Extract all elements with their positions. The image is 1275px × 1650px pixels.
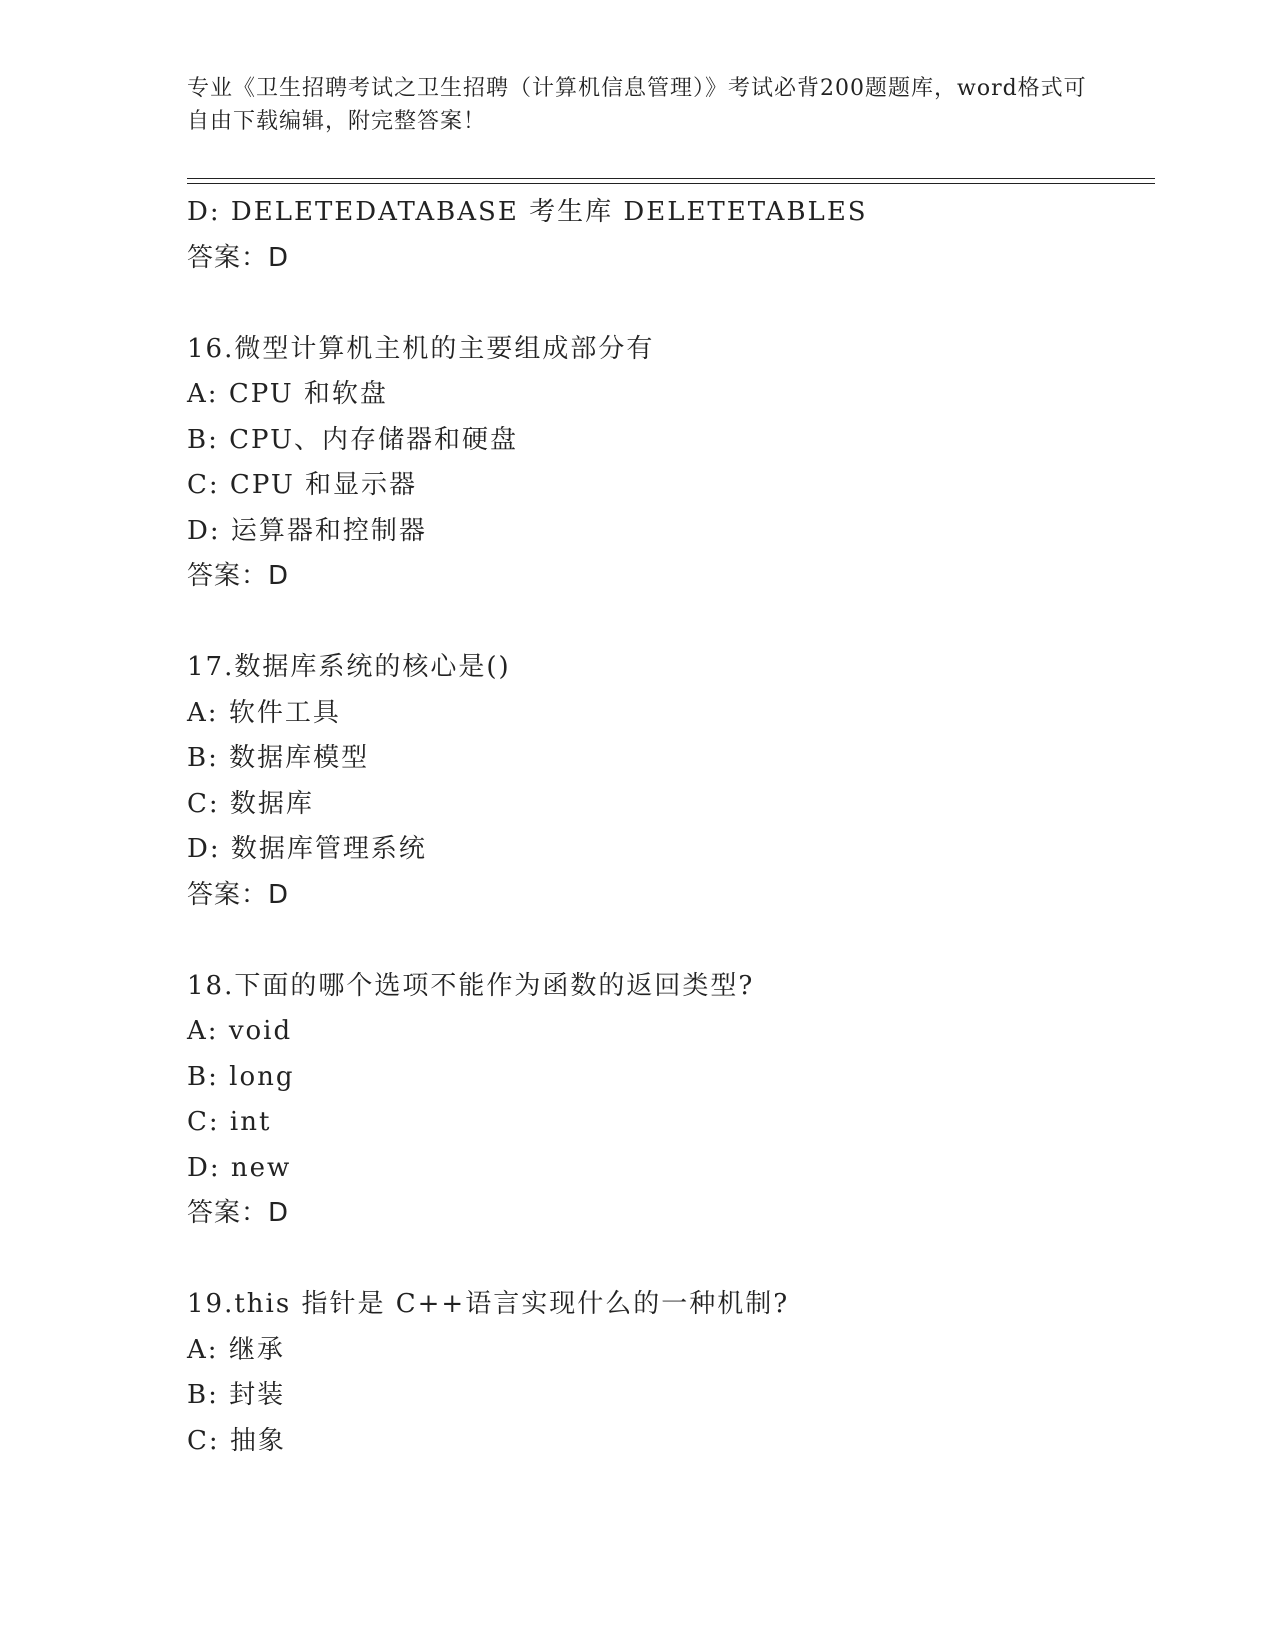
option-text: DELETEDATABASE 考生库 DELETETABLES <box>230 197 868 227</box>
option-text: 数据库模型 <box>229 743 370 773</box>
answer-line: 答案：D <box>187 242 290 273</box>
option-text: 软件工具 <box>228 697 341 728</box>
spacer <box>187 918 1155 964</box>
question-title: 17.数据库系统的核心是() <box>187 652 511 682</box>
option-text: 运算器和控制器 <box>230 515 427 546</box>
option-line <box>187 463 1155 509</box>
option-label: C: <box>187 1107 220 1137</box>
option-line <box>187 1055 1155 1101</box>
option-line <box>187 1100 1155 1146</box>
answer-line: 答案：D <box>187 879 290 910</box>
option-label: D: <box>187 834 221 864</box>
option-line <box>187 509 1155 555</box>
option-label: C: <box>187 1425 220 1456</box>
option-line <box>187 372 1155 418</box>
option-line <box>187 418 1155 464</box>
option-text: 封装 <box>229 1380 286 1410</box>
option-text: long <box>229 1061 295 1092</box>
option-label: D: <box>187 1152 221 1183</box>
option-label: D: <box>187 515 221 546</box>
option-line <box>187 1328 1155 1374</box>
question-title: 19.this 指针是 C++语言实现什么的一种机制? <box>187 1289 790 1319</box>
option-label: C: <box>187 470 220 500</box>
option-label: A: <box>187 379 219 409</box>
spacer <box>187 600 1155 646</box>
option-label: B: <box>187 424 219 455</box>
question-content <box>187 190 1155 1464</box>
option-label: A: <box>187 697 219 728</box>
option-line <box>187 1146 1155 1192</box>
option-line <box>187 691 1155 737</box>
question-title: 18.下面的哪个选项不能作为函数的返回类型? <box>187 970 755 1001</box>
answer-line: 答案：D <box>187 1198 290 1228</box>
option-label: A: <box>187 1016 219 1046</box>
question-title: 16.微型计算机主机的主要组成部分有 <box>187 333 655 364</box>
option-line <box>187 1009 1155 1055</box>
option-line <box>187 190 1155 236</box>
option-line <box>187 1419 1155 1465</box>
option-line <box>187 827 1155 873</box>
option-text: 抽象 <box>229 1425 286 1456</box>
option-text: new <box>230 1152 292 1183</box>
option-label: B: <box>187 1380 219 1410</box>
option-text: void <box>228 1016 293 1046</box>
option-line <box>187 782 1155 828</box>
option-text: int <box>229 1107 272 1137</box>
option-label: C: <box>187 788 220 819</box>
option-text: 继承 <box>228 1334 285 1365</box>
option-text: CPU 和软盘 <box>228 379 388 409</box>
option-text: 数据库 <box>229 788 314 819</box>
option-text: CPU 和显示器 <box>229 470 418 500</box>
option-label: D: <box>187 197 221 227</box>
option-line <box>187 736 1155 782</box>
option-text: 数据库管理系统 <box>230 834 427 864</box>
option-label: B: <box>187 743 219 773</box>
spacer <box>187 1237 1155 1283</box>
header-rule-bottom <box>187 183 1155 184</box>
option-label: B: <box>187 1061 219 1092</box>
header-rule-top <box>187 178 1155 179</box>
spacer <box>187 281 1155 327</box>
option-text: CPU、内存储器和硬盘 <box>229 424 518 455</box>
option-line <box>187 1373 1155 1419</box>
document-header: 专业《卫生招聘考试之卫生招聘（计算机信息管理）》考试必背200题题库，word格式可自由下载编辑，附完整答案！ <box>187 76 1087 134</box>
answer-line: 答案：D <box>187 561 290 591</box>
option-label: A: <box>187 1334 219 1365</box>
